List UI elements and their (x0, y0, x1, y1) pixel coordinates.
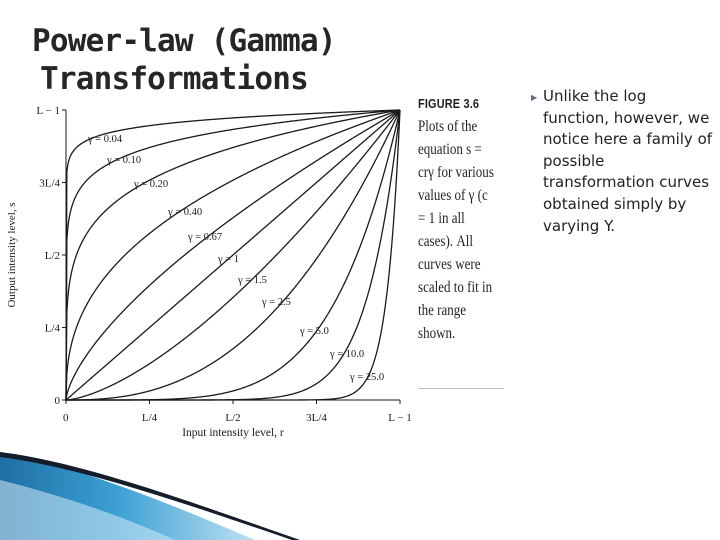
y-tick-label-3: 3L/4 (39, 177, 60, 190)
x-tick-label-2: L/2 (225, 412, 241, 424)
curve-label-7: γ = 2.5 (262, 297, 291, 308)
y-tick-label-1: L/4 (44, 322, 60, 335)
figure-caption-text: Plots of the equation s = crγ for various values of γ (c = 1 in all cases). All curves were scaled to fit in the range shown. (418, 118, 494, 342)
x-tick-label-3: 3L/4 (306, 412, 327, 424)
bullet-point (531, 86, 713, 237)
bullet-text: Unlike the log function, however, we notice here a family of possible transformation curves obtained simply by varying Y. (543, 87, 713, 235)
y-tick-label-0: 0 (54, 395, 60, 407)
curve-label-1: γ = 0.10 (107, 155, 142, 166)
curve-label-3: γ = 0.40 (168, 207, 203, 218)
arrow-bullet-icon: ▶ (531, 93, 538, 102)
curve-label-5: γ = 1 (218, 254, 240, 265)
figure-caption (418, 92, 498, 345)
curve-label-8: γ = 5.0 (300, 326, 329, 337)
caption-divider (418, 388, 504, 389)
curve-label-2: γ = 0.20 (134, 179, 169, 190)
title-line-1: Power-law (Gamma) (32, 23, 336, 59)
figure-label: FIGURE 3.6 (418, 96, 480, 111)
title-line-2: Transformations (40, 61, 308, 97)
x-tick-label-1: L/4 (141, 412, 158, 424)
y-axis-label: Output intensity level, s (6, 202, 18, 308)
curve-label-6: γ = 1.5 (238, 275, 267, 286)
y-tick-label-2: L/2 (44, 250, 60, 262)
slide-title (32, 22, 422, 98)
curve-label-9: γ = 10.0 (330, 349, 365, 360)
x-tick-label-4: L − 1 (388, 412, 412, 424)
gamma-curves-chart (0, 90, 420, 440)
decorative-swoosh (0, 440, 720, 540)
curve-label-0: γ = 0.04 (88, 134, 123, 145)
x-tick-label-0: 0 (63, 412, 69, 424)
curve-label-4: γ = 0.67 (188, 232, 223, 243)
x-axis-label: Input intensity level, r (182, 427, 284, 439)
curve-label-10: γ = 25.0 (350, 372, 385, 383)
y-tick-label-4: L − 1 (36, 105, 60, 117)
